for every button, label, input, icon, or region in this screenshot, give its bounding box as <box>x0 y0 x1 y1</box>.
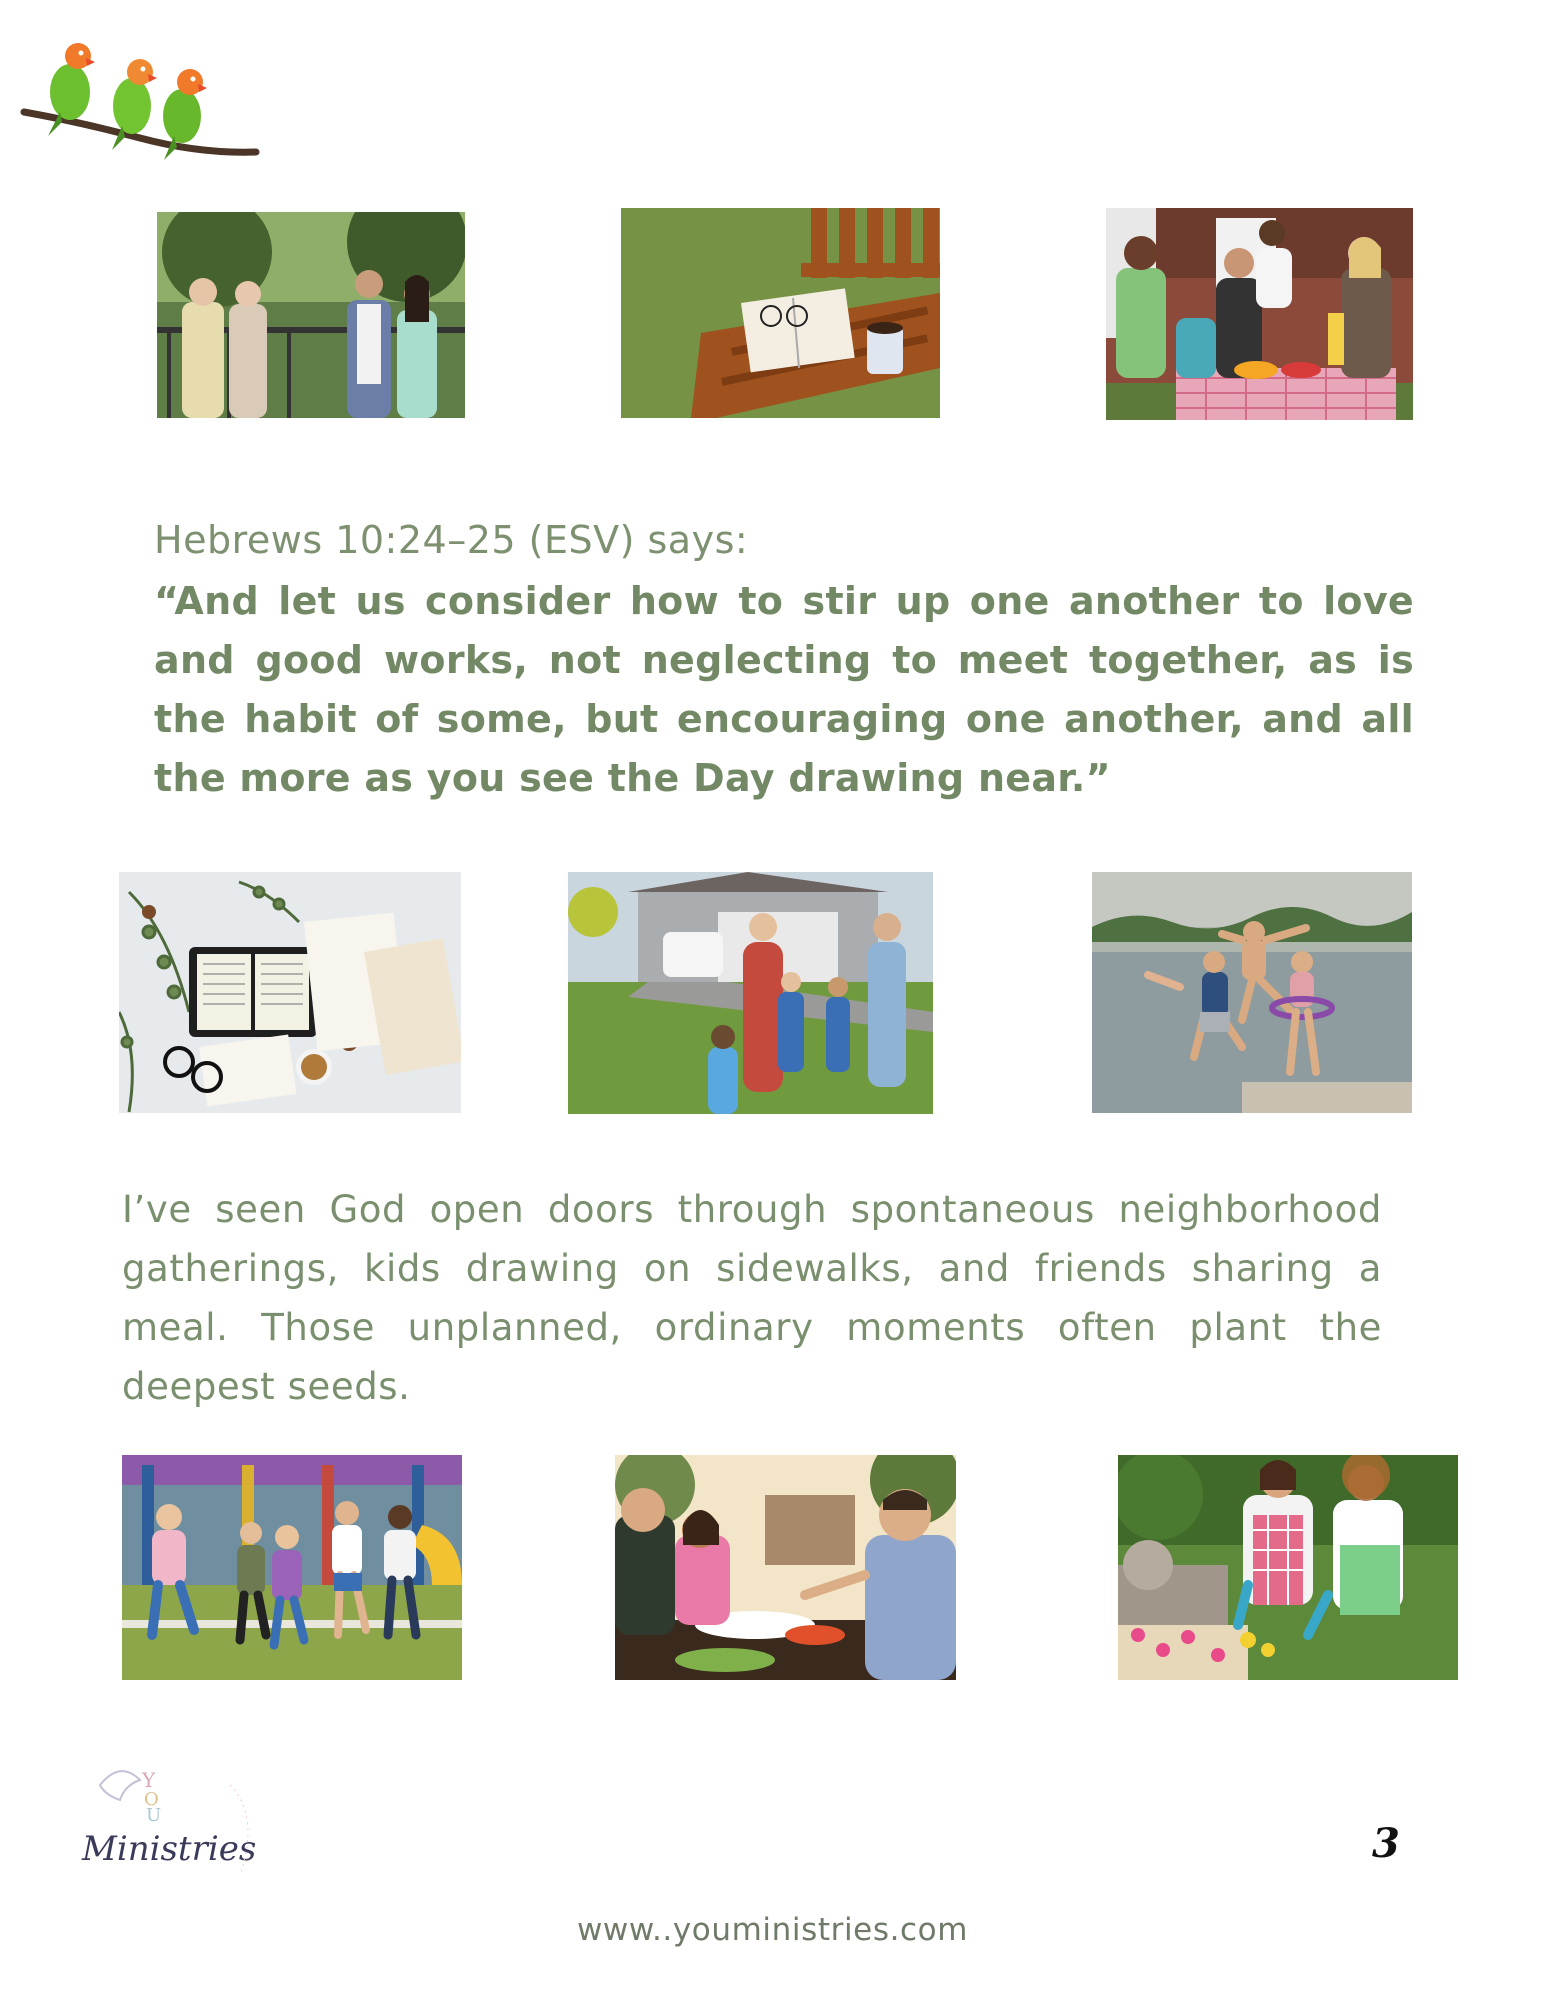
photo-bible-flatlay <box>119 872 461 1113</box>
you-ministries-logo <box>80 1755 280 1905</box>
photo-neighbors-with-kids <box>568 872 933 1114</box>
website-link[interactable]: www..youministries.com <box>576 1912 969 1948</box>
lovebirds-branch-icon <box>20 30 260 170</box>
svg-text:O: O <box>144 1789 159 1810</box>
body-paragraph: I’ve seen God open doors through spontaneous neighborhood gatherings, kids drawing on sidewalks, and friends sharing a meal. Those unplanned, ordinary moments often plant the deepest seeds. <box>122 1188 1382 1408</box>
svg-text:Y: Y <box>142 1768 156 1792</box>
photo-kids-jumping-lake <box>1092 872 1412 1113</box>
photo-women-gardening <box>1118 1455 1458 1680</box>
page-number: 3 <box>1372 1820 1400 1867</box>
logo-wordmark: Ministries <box>82 1829 257 1869</box>
photo-kids-running-playground <box>122 1455 462 1680</box>
photo-family-picnic <box>1106 208 1413 420</box>
scripture-quote: “And let us consider how to stir up one another to love and good works, not neglecting to meet together, as is the habit of some, but encouraging one another, and all the more as you see the Day drawing near.” <box>154 579 1414 800</box>
photo-neighbors-chatting <box>157 212 465 418</box>
photo-bench-bible-coffee <box>621 208 940 418</box>
photo-friends-sharing-meal <box>615 1455 956 1680</box>
svg-text:U: U <box>146 1805 162 1826</box>
scripture-reference: Hebrews 10:24–25 (ESV) says: <box>154 518 749 562</box>
